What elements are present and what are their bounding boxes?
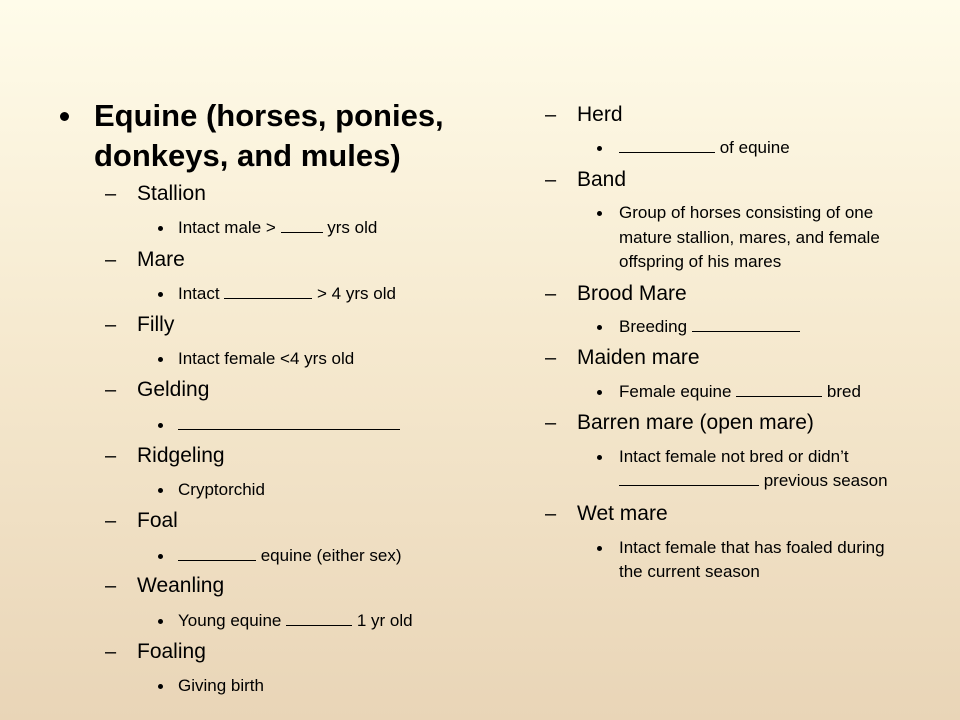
term-foal: Foal (137, 509, 178, 532)
term-gelding: Gelding (137, 378, 210, 401)
def-foal: equine (either sex) (178, 546, 402, 566)
bullet-icon (158, 619, 163, 624)
term-stallion: Stallion (137, 182, 206, 205)
answer-blank[interactable] (178, 546, 256, 561)
answer-blank[interactable] (619, 471, 759, 486)
dash-icon: – (545, 169, 557, 191)
def-foaling: Giving birth (178, 676, 264, 695)
bullet-icon (158, 357, 163, 362)
bullet-icon (597, 325, 602, 330)
dash-icon: – (105, 314, 117, 336)
term-weanling: Weanling (137, 574, 225, 597)
def-wet-mare-line-2: the current season (619, 562, 760, 581)
term-wet-mare: Wet mare (577, 502, 668, 525)
def-maiden-mare: Female equine bred (619, 382, 861, 401)
dash-icon: – (545, 283, 557, 305)
def-band-line-1: Group of horses consisting of one (619, 203, 874, 222)
bullet-icon (597, 546, 602, 551)
heading-line-1: Equine (horses, ponies, (94, 98, 444, 133)
def-brood-mare: Breeding (619, 317, 800, 337)
def-ridgeling: Cryptorchid (178, 480, 265, 499)
dash-icon: – (105, 183, 117, 205)
term-barren-mare: Barren mare (open mare) (577, 411, 814, 434)
term-band: Band (577, 168, 627, 191)
def-weanling: Young equine 1 yr old (178, 611, 413, 630)
def-stallion: Intact male > yrs old (178, 218, 378, 237)
bullet-icon (158, 488, 163, 493)
bullet-icon (158, 423, 163, 428)
answer-blank[interactable] (692, 317, 800, 332)
answer-blank[interactable] (178, 415, 400, 430)
dash-icon: – (545, 412, 557, 434)
def-wet-mare-line-1: Intact female that has foaled during (619, 538, 885, 557)
term-foaling: Foaling (137, 640, 206, 663)
dash-icon: – (105, 641, 117, 663)
bullet-icon (60, 112, 69, 121)
def-barren-mare-line-2: previous season (619, 471, 888, 491)
term-ridgeling: Ridgeling (137, 444, 225, 467)
term-maiden-mare: Maiden mare (577, 346, 700, 369)
answer-blank[interactable] (224, 284, 312, 299)
answer-blank[interactable] (281, 218, 323, 233)
bullet-icon (597, 390, 602, 395)
bullet-icon (158, 554, 163, 559)
term-brood-mare: Brood Mare (577, 282, 687, 305)
def-gelding (178, 415, 400, 435)
def-filly: Intact female <4 yrs old (178, 349, 355, 368)
answer-blank[interactable] (736, 382, 822, 397)
term-mare: Mare (137, 248, 185, 271)
dash-icon: – (105, 510, 117, 532)
def-band-line-2: mature stallion, mares, and female (619, 228, 880, 247)
term-filly: Filly (137, 313, 175, 336)
dash-icon: – (105, 445, 117, 467)
def-barren-mare-line-1: Intact female not bred or didn’t (619, 447, 849, 466)
answer-blank[interactable] (619, 138, 715, 153)
dash-icon: – (105, 575, 117, 597)
def-mare: Intact > 4 yrs old (178, 284, 396, 303)
answer-blank[interactable] (286, 611, 352, 626)
dash-icon: – (105, 249, 117, 271)
dash-icon: – (545, 347, 557, 369)
dash-icon: – (545, 104, 557, 126)
dash-icon: – (545, 503, 557, 525)
heading-line-2: donkeys, and mules) (94, 138, 401, 173)
def-band-line-3: offspring of his mares (619, 252, 782, 271)
bullet-icon (597, 211, 602, 216)
dash-icon: – (105, 379, 117, 401)
bullet-icon (158, 292, 163, 297)
term-herd: Herd (577, 103, 623, 126)
bullet-icon (158, 684, 163, 689)
bullet-icon (597, 146, 602, 151)
bullet-icon (158, 226, 163, 231)
bullet-icon (597, 455, 602, 460)
def-herd: of equine (619, 138, 790, 158)
